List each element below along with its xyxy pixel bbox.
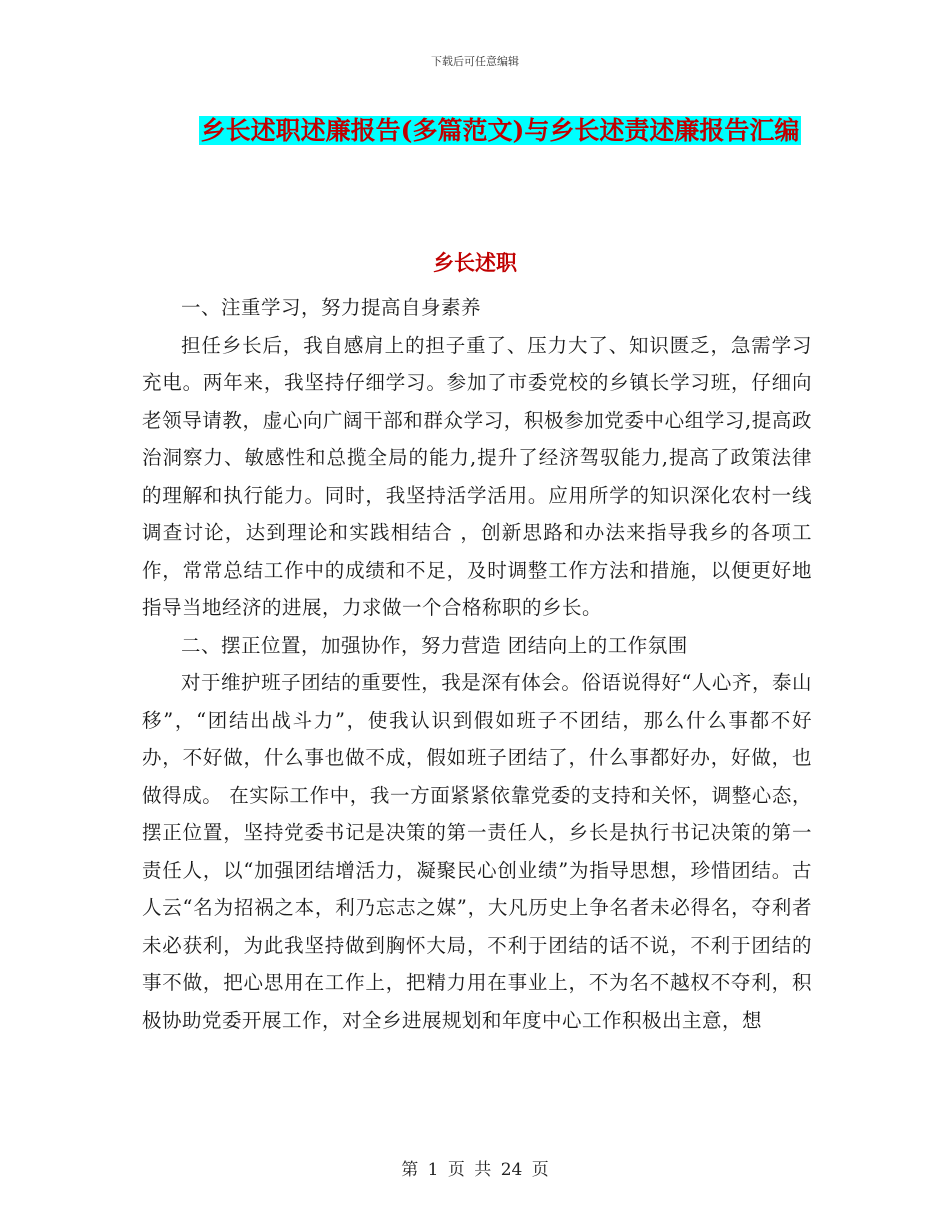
- page-number-footer: 第 1 页 共 24 页: [401, 1160, 549, 1180]
- section-heading: 乡长述职: [433, 250, 517, 275]
- body-paragraph: 一、注重学习，努力提高自身素养: [181, 296, 482, 319]
- body-paragraph: 对于维护班子团结的重要性，我是深有体会。俗语说得好“人心齐，泰山移”，“团结出战斗力”，使我认识到假如班子不团结，那么什么事都不好办，不好做，什么事也做不成，假如班子团结了，什么事都好办，好做，也做得成。 在实际工作中，我一方面紧紧依靠党委的支持和关怀，调整心态，摆正位置，坚持党委书记是决策的第一责任人，乡长是执行书记决策的第一责任人，以“加强团结增活力，凝聚民心创业绩”为指导思想，珍惜团结。古人云“名为招祸之本，利乃忘志之媒”，大凡历史上争名者未必得名，夺利者未必获利，为此我坚持做到胸怀大局，不利于团结的话不说，不利于团结的事不做，把心思用在工作上，把精力用在事业上，不为名不越权不夺利，积极协助党委开展工作，对全乡进展规划和年度中心工作积极出主意，想: [142, 671, 812, 1032]
- document-body: [142, 289, 812, 1039]
- body-paragraph: 担任乡长后，我自感肩上的担子重了、压力大了、知识匮乏，急需学习充电。两年来，我坚持仔细学习。参加了市委党校的乡镇长学习班，仔细向老领导请教，虚心向广阔干部和群众学习，积极参加党委中心组学习,提高政治洞察力、敏感性和总揽全局的能力,提升了经济驾驭能力,提高了政策法律的理解和执行能力。同时，我坚持活学活用。应用所学的知识深化农村一线调查讨论，达到理论和实践相结合 ，创新思路和办法来指导我乡的各项工作，常常总结工作中的成绩和不足，及时调整工作方法和措施，以便更好地指导当地经济的进展，力求做一个合格称职的乡长。: [142, 333, 812, 619]
- document-title-text: 乡长述职述廉报告(多篇范文)与乡长述责述廉报告汇编: [200, 116, 800, 145]
- body-paragraph: 二、摆正位置，加强协作，努力营造 团结向上的工作氛围: [181, 633, 688, 657]
- page-header-note: 下载后可任意编辑: [431, 55, 519, 68]
- document-title: [185, 108, 815, 154]
